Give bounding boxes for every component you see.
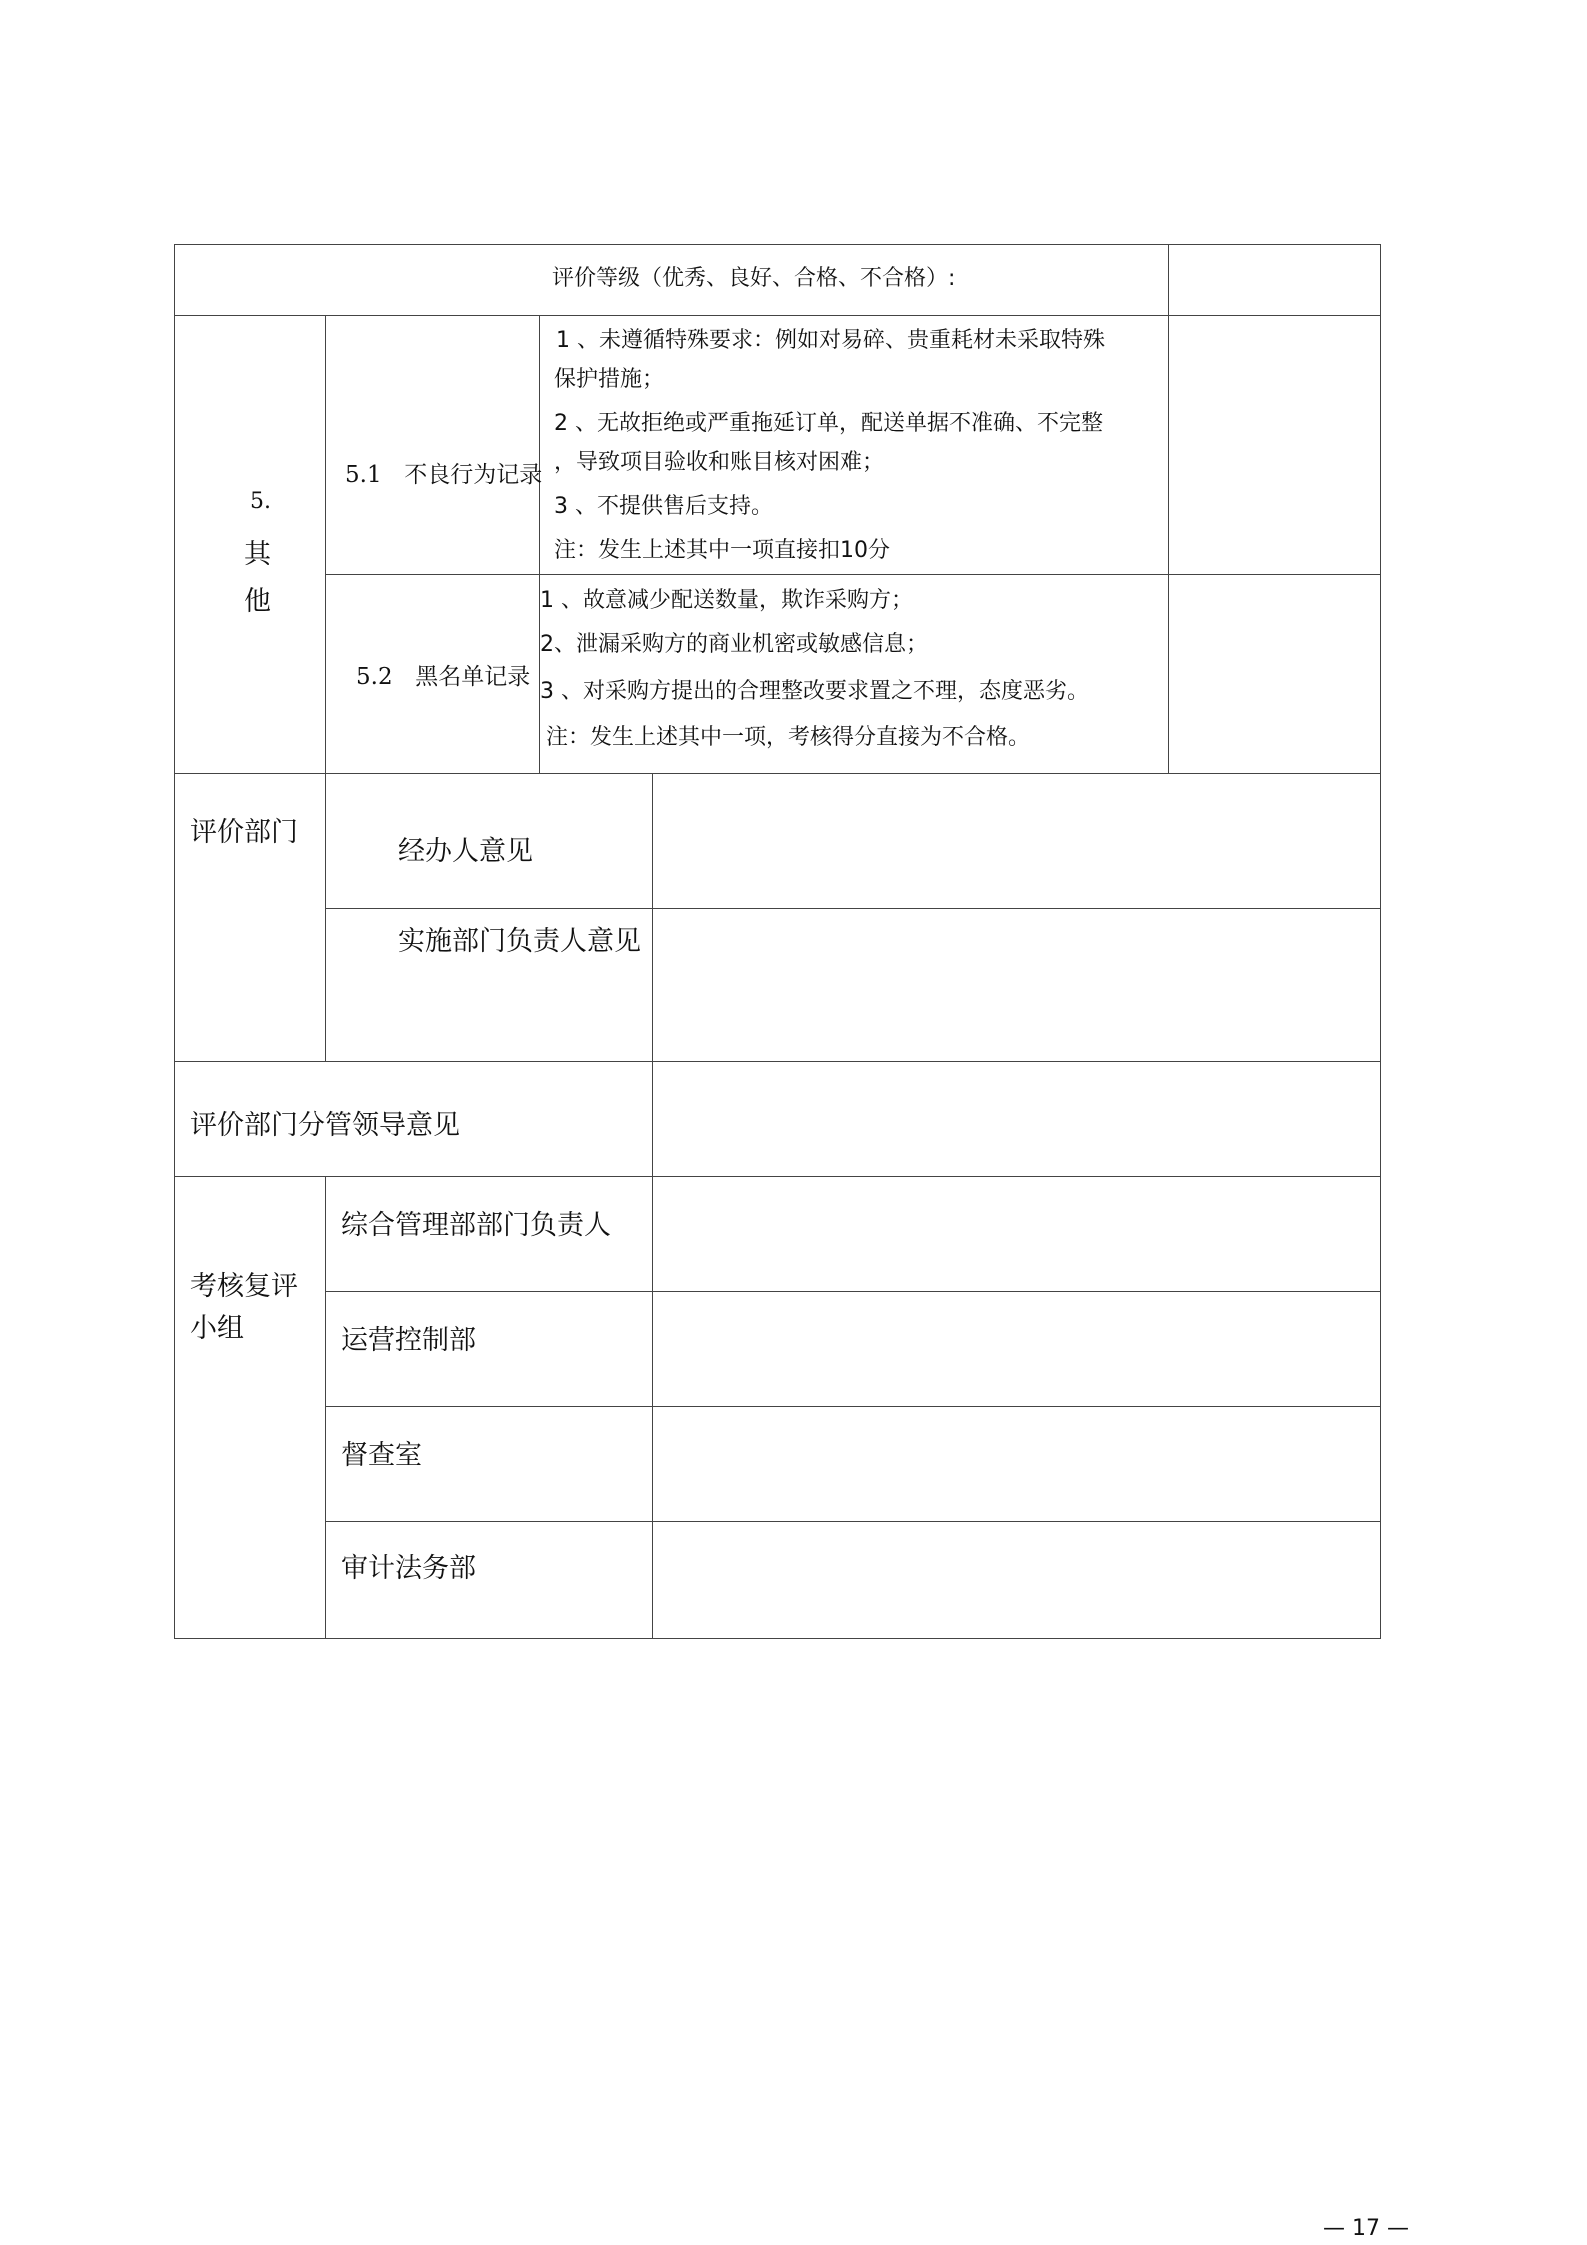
item-5-1-line: 3 、不提供售后支持。: [554, 494, 773, 519]
page-number: — 17 —: [1323, 2216, 1409, 2241]
item-5-1-label: [345, 464, 542, 487]
table-rule: [652, 773, 653, 1638]
table-rule: [174, 1176, 1381, 1177]
dept-head-opinion-label: 实施部门负责人意见: [398, 926, 641, 957]
table-border-right: [1380, 244, 1381, 1638]
table-rule: [325, 574, 1381, 575]
table-rule: [174, 1061, 1381, 1062]
item-5-2-label: [356, 666, 530, 689]
table-rule: [325, 1176, 326, 1638]
item-5-1-line: 保护措施；: [554, 367, 665, 392]
table-border-left: [174, 244, 175, 1638]
table-rule: [325, 1291, 1381, 1292]
section-number: 5.: [250, 489, 271, 514]
review-member-ops-control: 运营控制部: [341, 1325, 476, 1356]
item-5-2-code: 5.2: [356, 664, 393, 690]
item-5-2-note: 注：发生上述其中一项，考核得分直接为不合格。: [546, 725, 1031, 750]
table-rule: [325, 1406, 1381, 1407]
table-rule: [174, 315, 1381, 316]
table-rule: [325, 908, 1381, 909]
item-5-1-line: 1 、未遵循特殊要求：例如对易碎、贵重耗材未采取特殊: [556, 328, 1105, 353]
table-border-top: [174, 244, 1381, 245]
handler-opinion-label: 经办人意见: [398, 836, 533, 867]
item-5-1-code: 5.1: [345, 462, 382, 488]
item-5-2-line: 1 、故意减少配送数量，欺诈采购方；: [540, 588, 913, 613]
item-5-2-line: 2、泄漏采购方的商业机密或敏感信息；: [540, 632, 928, 657]
item-5-1-line: ，导致项目验收和账目核对困难；: [554, 450, 885, 475]
table-rule: [325, 315, 326, 773]
item-5-2-line: 3 、对采购方提出的合理整改要求置之不理，态度恶劣。: [540, 679, 1089, 704]
table-rule: [174, 773, 1381, 774]
review-member-inspection-office: 督查室: [341, 1440, 422, 1471]
table-rule: [539, 315, 540, 773]
section-title-line1: 其: [244, 539, 271, 570]
section-title-line2: 他: [244, 586, 271, 617]
item-5-1-title: 不良行为记录: [404, 462, 543, 488]
leader-opinion-label: 评价部门分管领导意见: [190, 1110, 460, 1141]
item-5-1-line: 2 、无故拒绝或严重拖延订单，配送单据不准确、不完整: [554, 411, 1103, 436]
review-group-label-line1: 考核复评: [190, 1271, 298, 1302]
rating-label: 评价等级（优秀、良好、合格、不合格）:: [552, 266, 956, 291]
review-member-audit-legal: 审计法务部: [341, 1553, 476, 1584]
item-5-2-title: 黑名单记录: [415, 664, 531, 690]
eval-dept-label: 评价部门: [190, 817, 298, 848]
table-rule: [1168, 244, 1169, 773]
table-rule: [325, 1521, 1381, 1522]
table-rule: [325, 773, 326, 1061]
table-border-bottom: [174, 1638, 1381, 1639]
review-group-label-line2: 小组: [190, 1313, 244, 1344]
review-member-admin-head: 综合管理部部门负责人: [341, 1210, 611, 1241]
item-5-1-note: 注：发生上述其中一项直接扣10分: [554, 538, 890, 563]
